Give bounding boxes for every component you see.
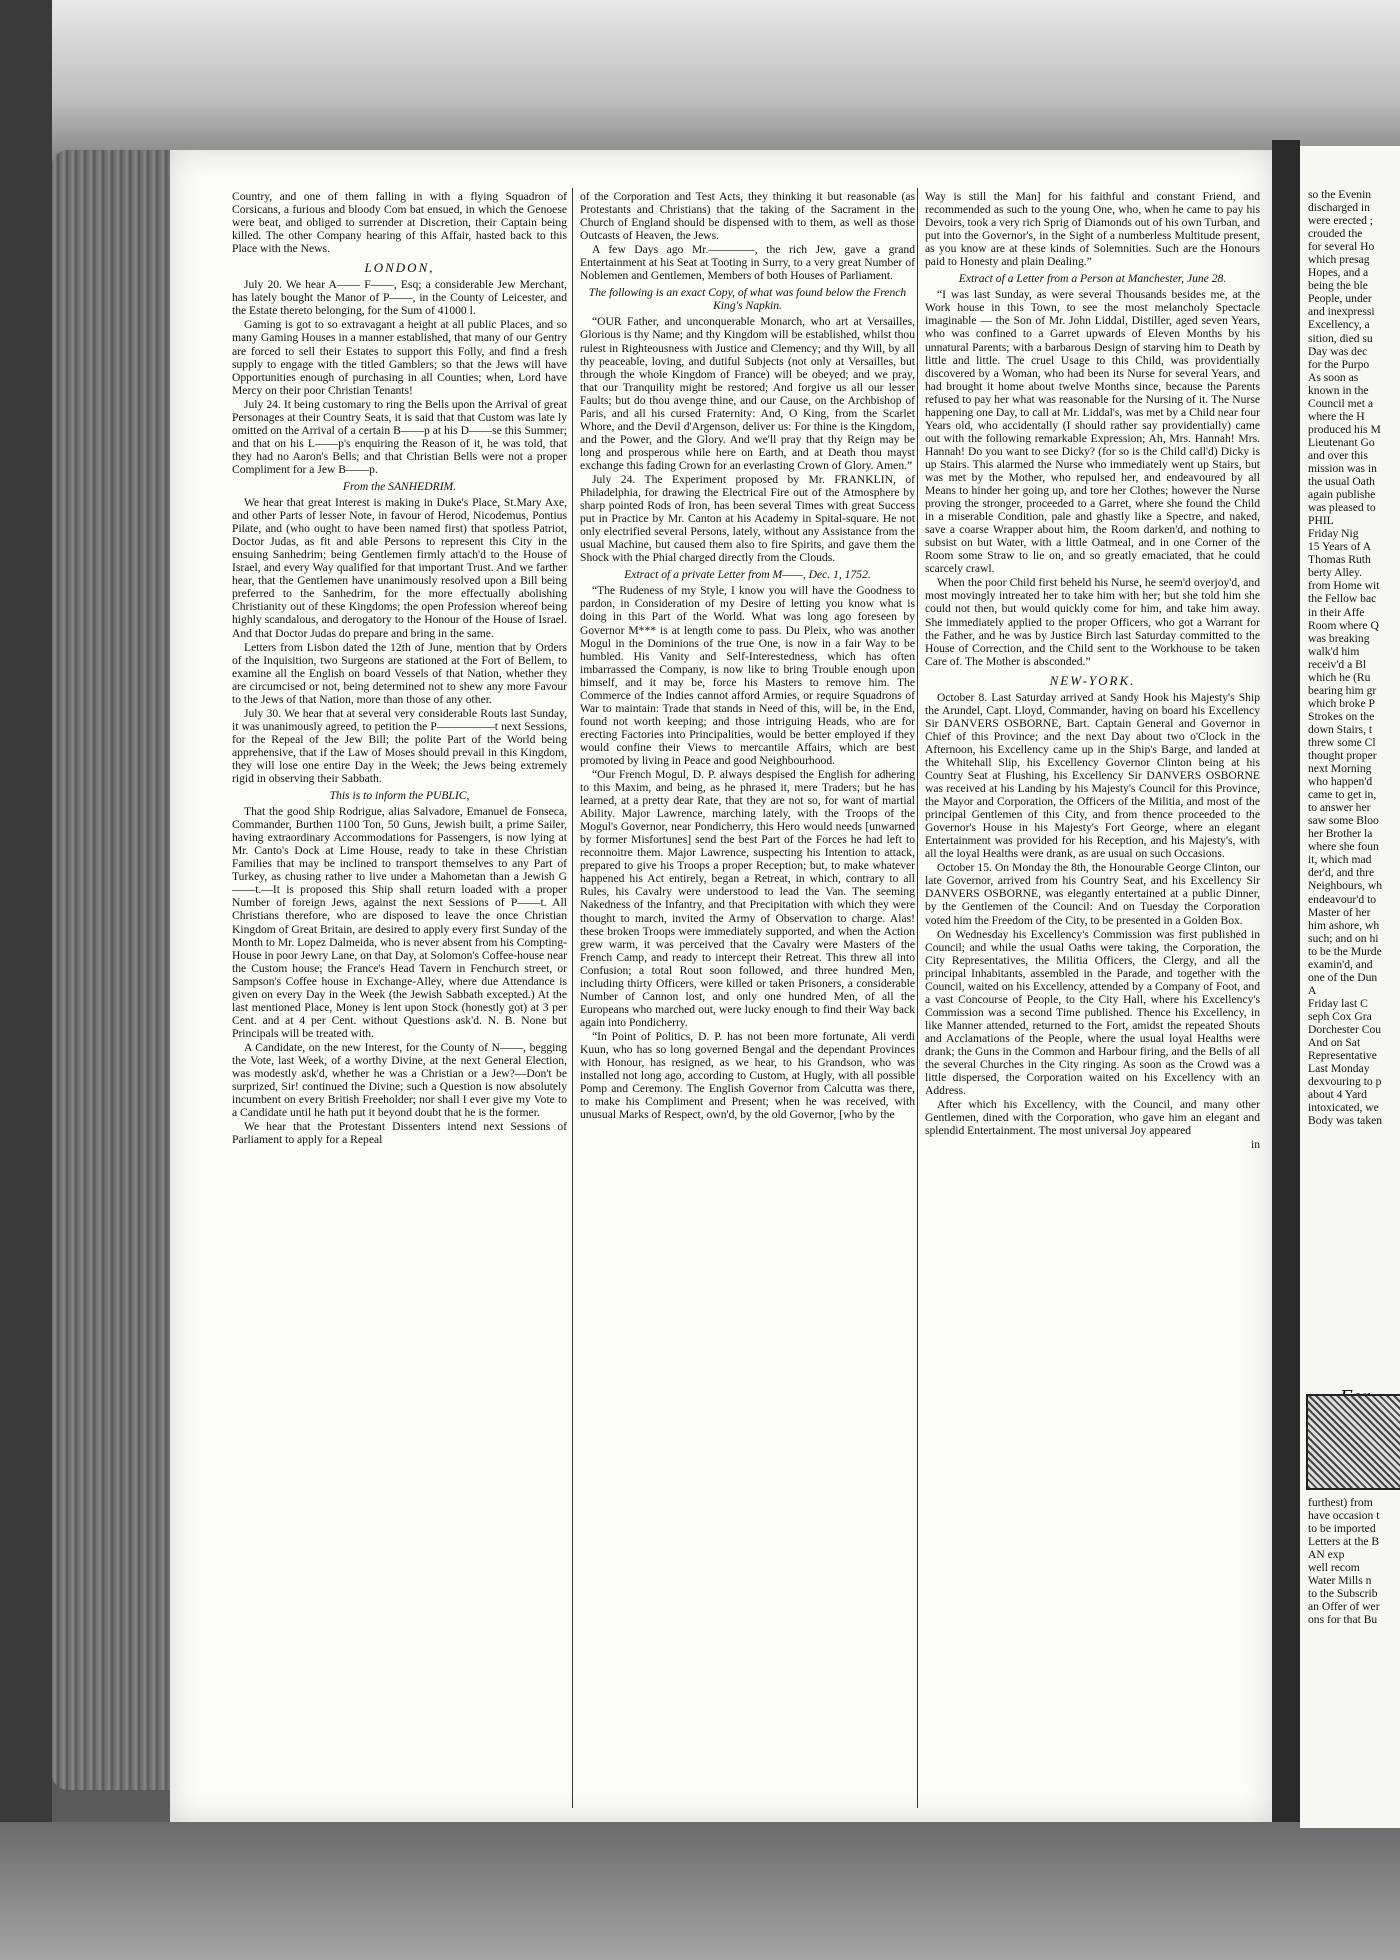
facing-page-line: Water Mills n: [1308, 1574, 1372, 1588]
facing-page-line: Strokes on the: [1308, 709, 1375, 723]
paragraph: “In Point of Politics, D. P. has not been more fortunate, Ali verdi Kuun, who has so long governed Bengal and the dependant Provinces with Honour, has resigned, as we hear, to his Grandson, who was installed not long ago, according to Custom, at Hugly, with all possible Pomp and Ceremony. The English Governor from Calcutta was there, to make his Compliment and Present; when he was received, with unusual Marks of Respect, own'd, by the old Governor, [who by the: [580, 1029, 915, 1122]
paragraph: July 24. The Experiment proposed by Mr. FRANKLIN, of Philadelphia, for drawing the Electrical Fire out of the Atmosphere by sharp pointed Rods of Iron, has been several Times with great Success put in Practice by Mr. Canton at his Academy in Spital-square. He not only electrified several Persons, lately, without any Assistance from the usual Machine, but caused them also to fire Spirits, and gave them the Shock with the Phial charged directly from the Clouds.: [580, 472, 915, 565]
facing-page-line: to be the Murde: [1308, 944, 1382, 958]
paragraph: When the poor Child first beheld his Nurse, he seem'd overjoy'd, and most movingly intreated her to take him with her; but she told him she could not then, but would quickly come for him, and take him away. She immediately applied to the proper Officers, who got a Warrant for the Father, and he was by Justice Birch last Saturday committed to the House of Correction, and the Child sent to the Workhouse to be taken Care of. The Mother is absconded.”: [925, 576, 1260, 668]
facing-page-line: about 4 Yard: [1308, 1088, 1367, 1102]
section-heading-letter: Extract of a private Letter from M——, Dec. 1, 1752.: [624, 568, 871, 582]
paragraph: “I was last Sunday, as were several Thousands besides me, at the Work house in this Town, to see the most melancholy Spectacle imaginable — the Son of Mr. John Liddal, Distiller, aged seven Years, who was confined to a Garret upwards of Eleven Months by his unnatural Parents; with a barbarous Design of starving him to Death by little and little. The cruel Usage to this Child, was providentially discovered by a Woman, who had been its Nurse for several Years, and had brought it home about twelve Months since, because the Parents refused to pay her what was reasonable for the Nursing of it. The Nurse happening one Day, to call at Mr. Liddal's, was met by a Child near four Years old, who accidentally (I should rather say providentially) came out with the following remarkable Expression; Ah, Mrs. Hannah! Mrs. Hannah! Do you want to see Dicky? (for so is the Child call'd) Dicky is up Stairs. This alarmed the Nurse who immediately went up Stairs, but was met by the Mother, who repulsed her, and endeavoured by all Means to hinder her going up, and tore her Clothes; however the Nurse proving the stronger, proceeded to a Garret, where she found the Child in a miserable Condition, pale and ghastly like a Spectre, and naked, save a coarse Wrapper about him, the Room darken'd, and nothing to subsist on but Water, with a little Oatmeal, and in one Corner of the Room some Straw to lie on, and so greatly emaciated, that he could scarcely crawl.: [925, 288, 1260, 576]
facing-page-line: to the Subscrib: [1308, 1587, 1378, 1601]
column-2: [580, 190, 915, 1810]
facing-page-line: next Morning: [1308, 762, 1372, 776]
section-heading-public: This is to inform the PUBLIC,: [329, 789, 470, 803]
paragraph: After which his Excellency, with the Council, and many other Gentlemen, dined with the Corporation, who gave him an elegant and splendid Entertainment. The most universal Joy appeared: [925, 1098, 1260, 1138]
paragraph: “Our French Mogul, D. P. always despised the English for adhering to this Maxim, and being, as he phrased it, mere Traders; but he has learned, at a pretty dear Rate, that they are not so, for want of martial Ability. Major Lawrence, marching lately, with the Troops of the Mogul's Governor, near Pondicherry, this Hero would needs [unwarned by former Misfortunes] send the best Part of the Forces he had left to reconnoitre them. Major Lawrence, suspecting his Intention to attack, prepared to give his Troops a proper Reception; but, to make whatever happened his Act entirely, began a Retreat, in which, contrary to all Rules, his Cavalry were understood to lead the Van. The seeming Nakedness of the Infantry, and that Precipitation with which they were thought to march, invited the Army of Observation to charge. Alas! these broken Troops were immediately supported, and when the Action grew warm, it was perceived that the Cavalry were Masters of the French Camp, and ready to intercept their Retreat. This threw all into Confusion; a total Rout soon followed, and three hundred Men, including thirty Officers, were killed or taken Prisoners, a considerable Number of Cannon lost, and only one hundred Men, of all the Europeans who marched out, were lucky enough to find their Way back again into Pondicherry.: [580, 768, 915, 1029]
paragraph: July 20. We hear A—— F——, Esq; a considerable Jew Merchant, has lately bought the Manor of P——, in the County of Leicester, and the Estate thereto belonging, for the Sum of 41000 l.: [232, 278, 567, 318]
column-rule: [917, 188, 918, 1808]
facing-page-line: which broke P: [1308, 696, 1375, 710]
column-rule: [572, 188, 573, 1808]
facing-page-line: to answer her: [1308, 801, 1371, 815]
facing-page-line: People, under: [1308, 292, 1372, 306]
facing-page-line: Thomas Ruth: [1308, 553, 1371, 567]
column-3: [925, 190, 1260, 1810]
facing-page-bottom-text: [1300, 1496, 1380, 1626]
facing-page-line: Neighbours, wh: [1308, 879, 1383, 893]
facing-page-line: Dorchester Cou: [1308, 1023, 1382, 1036]
paragraph: Country, and one of them falling in with a flying Squadron of Corsicans, a furious and bloody Com bat ensued, in which the Genoese were beat, and obliged to surrender at Discretion, their Captain being killed. The other Company hearing of this Affair, hasted back to this Place with the News.: [232, 190, 567, 256]
facing-page-line: Excellency, a: [1308, 318, 1370, 332]
facing-page-line: threw some Cl: [1308, 735, 1376, 749]
facing-page-line: in their Affe: [1308, 605, 1365, 619]
facing-page-line: such; and on hi: [1308, 931, 1379, 945]
facing-page-line: which he (Ru: [1308, 670, 1371, 684]
facing-page-line: down Stairs, t: [1308, 722, 1373, 736]
facing-page-line: and over this: [1308, 448, 1368, 462]
paragraph: July 30. We hear that at several very considerable Routs last Sunday, it was unanimously agreed, to petition the P—————t next Sessions, for the Repeal of the Jew Bill; the polite Part of the World being apprehensive, that if the Law of Moses should prevail in this Kingdom, they will lose one entire Day in the Week; the Jews being extremely rigid in observing their Sabbath.: [232, 706, 567, 786]
facing-page-line: Lieutenant Go: [1308, 435, 1375, 449]
facing-page-line: came to get in,: [1308, 788, 1377, 802]
section-heading-napkin: The following is an exact Copy, of what was found below the French King's Napkin.: [588, 286, 907, 313]
facing-page-line: der'd, and thre: [1308, 866, 1375, 880]
column-1: [232, 190, 567, 1810]
paragraph: “The Rudeness of my Style, I know you will have the Goodness to pardon, in Consideration of my Desire of letting you know what is doing in this Part of the World. What was long ago foreseen by Governor M*** is at length come to pass. Du Pleix, who was another Mogul in the Dominions of the true One, is now in a fair Way to be humbled. His Vanity and Self-Interestedness, which has often imbarrassed the Company, is now like to bring Trouble enough upon himself, and it may be, force his Masters to remove him. The Commerce of the Indies cannot afford Armies, or require Squadrons of War to maintain: Trade that stands in Need of this, will be, in the End, found not worth keeping; and those intriguing Heads, who are for erecting Factories into Principalities, would be better employed if they would confine their Views to mercantile Affairs, which are best promoted by living in Peace and good Neighbourhood.: [580, 584, 915, 767]
facing-page-line: Council met a: [1308, 396, 1374, 410]
facing-page-line: ons for that Bu: [1308, 1613, 1378, 1627]
facing-page-line: one of the Dun: [1308, 970, 1378, 984]
book-binding: [52, 150, 184, 1790]
ship-woodcut-image: [1306, 1394, 1400, 1490]
facing-page-line: berty Alley.: [1308, 566, 1362, 580]
facing-page-line: the Fellow bac: [1308, 592, 1377, 606]
facing-page-line: Day was dec: [1308, 344, 1368, 358]
facing-page-line: thought proper: [1308, 749, 1377, 763]
newspaper-page: [170, 150, 1272, 1822]
section-heading-manchester: Extract of a Letter from a Person at Manchester, June 28.: [958, 272, 1227, 286]
facing-page-line: for several Ho: [1308, 240, 1375, 254]
paragraph: A few Days ago Mr.————, the rich Jew, gave a grand Entertainment at his Seat at Tooting in Surry, to a very great Number of Noblemen and Gentlemen, Members of both Houses of Parliament.: [580, 243, 915, 283]
facing-page-line: him ashore, wh: [1308, 918, 1380, 932]
facing-page-line: have occasion t: [1308, 1509, 1380, 1523]
facing-page-line: known in the: [1308, 383, 1369, 397]
paragraph: We hear that great Interest is making in Duke's Place, St.Mary Axe, and other Parts of lesser Note, in favour of Herod, Nicodemus, Pontius Pilate, and (who ought to have been named first) that spotless Patriot, Doctor Judas, as fit and able Persons to represent this City in the ensuing Sanhedrim; being Gentlemen firmly attach'd to the House of Israel, and every Way qualified for that important Trust. And we farther hear, that the Gentlemen have unanimously resolved upon a Bill being preferred to the Sanhedrim, for the more effectually abolishing Christianity out of these Kingdoms; the open Profession whereof being highly scandalous, and derogatory to the Honour of the House of Israel. And that Doctor Judas do prepare and bring in the same.: [232, 496, 567, 640]
facing-page-line: And on Sat: [1308, 1036, 1361, 1050]
section-heading-london: LONDON,: [364, 260, 435, 276]
facing-page-line: and inexpressi: [1308, 305, 1375, 319]
paragraph: That the good Ship Rodrigue, alias Salvadore, Emanuel de Fonseca, Commander, Burthen 1100 Ton, 50 Guns, Jewish built, a prime Sailer, having extraordinary Accommodations for Passengers, is now lying at Mr. Canto's Dock at Lime House, ready to take in these Christian Families that may be inclined to transport themselves to any Part of Turkey, as chusing rather to live under a Mahometan than a Jewish G——t.—It is proposed this Ship shall return loaded with a proper Number of foreign Jews, against the next Sessions of P——t. All Christians therefore, who are disposed to leave the once Christian Kingdom of Great Britain, are desired to apply every first Sunday of the Month to Mr. Lopez Dalmeida, who is never absent from his Compting-House in poor Jewry Lane, on that Day, at Solomon's Coffee-house near the Custom house; the France's Head Tavern in Fenchurch street, or Sampson's Coffee house in Exchange-Alley, where due Attendance is given on every Day in the Week (the Jewish Sabbath excepted.) At the last mentioned Place, Money is lent upon Stock (honestly got) at 3 per Cent. and at 4 per Cent. without Questions ask'd. N. B. None but Principals will be treated with.: [232, 805, 567, 1040]
facing-page-line: where she foun: [1308, 840, 1379, 854]
facing-page-line: Last Monday: [1308, 1062, 1370, 1076]
facing-page-line: Room where Q: [1308, 618, 1379, 632]
facing-page-line: Hopes, and a: [1308, 266, 1369, 280]
facing-page-line: an Offer of wer: [1308, 1600, 1380, 1614]
facing-page-line: Representative: [1308, 1049, 1377, 1063]
facing-page-line: so the Evenin: [1308, 188, 1372, 201]
facing-page-line: Letters at the B: [1308, 1535, 1380, 1549]
paragraph: “OUR Father, and unconquerable Monarch, who art at Versailles, Glorious is thy Name; and thy Kingdom will be established, whilst thou rulest in Righteousness with Justice and Clemency; and thy Will, by all thy peaceable, loving, and dutiful Subjects (not only at Versailles, but through the whole Kingdom of France) will be obeyed; and we pray, that our Tranquility might be restored; And forgive us all our lesser Faults; but do thou avenge thine, and our Cause, on the Archbishop of Paris, and all his cursed Fraternity: And, O King, from the Scarlet Whore, and the Devil d'Argenson, deliver us: For thine is the Kingdom, and the Power, and the Glory. And we'll pray that thy Reign may be long and prosperous while here on Earth, and at Death thou mayst exchange this fading Crown for an everlasting Crown of Glory. Amen.”: [580, 315, 915, 472]
paragraph: Way is still the Man] for his faithful and constant Friend, and recommended as such to the young One, who, when he came to pay his Devoirs, took a very rich Sprig of Diamonds out of his own Turban, and put into the Governor's, in the Sight of a numberless Multitude present, as you know are at these kinds of Solemnities. Such are the Honours paid to Honesty and plain Dealing.”: [925, 190, 1260, 269]
scan-background-bottom: [0, 1822, 1400, 1960]
facing-page-line: AN exp: [1308, 1548, 1345, 1562]
facing-page-line: seph Cox Gra: [1308, 1009, 1372, 1023]
facing-page-line: discharged in: [1308, 201, 1370, 215]
facing-page-line: produced his M: [1308, 422, 1381, 436]
facing-page-line: where the H: [1308, 409, 1365, 423]
facing-page-line: for the Purpo: [1308, 357, 1370, 371]
section-heading-sanhedrim: From the SANHEDRIM.: [342, 479, 457, 493]
facing-page-line: was pleased to: [1308, 501, 1376, 515]
facing-page-line: was breaking: [1308, 631, 1370, 645]
facing-page-line: were erected ;: [1308, 214, 1374, 228]
facing-page-line: dexvouring to p: [1308, 1075, 1382, 1089]
facing-page-line: who happen'd: [1308, 775, 1373, 789]
catchword: in: [1250, 1138, 1260, 1152]
paragraph: July 24. It being customary to ring the Bells upon the Arrival of great Personages at their Country Seats, it is said that that Custom was late ly omitted on the Arrival of a certain B——p at his D——se this Summer; and that on his L——p's enquiring the Reason of it, he was told, that they had no Aaron's Bells; and that Christian Bells were not a proper Compliment for a Jew B——p.: [232, 397, 567, 476]
facing-page-line: Body was taken: [1308, 1114, 1383, 1128]
facing-page-line: PHIL: [1308, 514, 1334, 528]
section-heading-newyork: NEW-YORK.: [1049, 672, 1136, 688]
facing-page-line: it, which mad: [1308, 853, 1372, 867]
facing-page-line: crouded the: [1308, 227, 1363, 241]
facing-page-line: bearing him gr: [1308, 683, 1377, 697]
facing-page-line: A: [1308, 983, 1317, 997]
facing-page-line: Master of her: [1308, 905, 1371, 919]
facing-page-fragment: [1300, 146, 1400, 1828]
facing-page-line: the usual Oath: [1308, 475, 1375, 489]
paragraph: On Wednesday his Excellency's Commission was first published in Council; and while the usual Oaths were taking, the Corporation, the City Representatives, the Militia Officers, the Clergy, and all the principal Inhabitants, assembled in the Parade, and together with the Council, waited on his Excellency, attended by a Company of Foot, and a vast Concourse of People, to the City Hall, where his Excellency's Commission was a second Time published. Thence his Excellency, in like Manner attended, returned to the Fort, amidst the repeated Shouts and Acclamations of the People, where the usual loyal Healths were drank; the Guns in the Common and Harbour firing, and the Bells of all the several Churches in the City ringing. As soon as the Crowd was a little dispersed, the Corporation waited on his Excellency with an Address.: [925, 927, 1260, 1098]
facing-page-line: Friday last C: [1308, 996, 1368, 1010]
paragraph: A Candidate, on the new Interest, for the County of N——, begging the Vote, last Week, of a worthy Divine, at the next General Election, was modestly ask'd, whether he was a Christian or a Jew?—Don't be surprized, Sir! continued the Divine; such a Question is now absolutely incumbent on every British Freeholder; nor shall I ever give my Vote to a Candidate until he hath put it beyond doubt that he is the former.: [232, 1040, 567, 1120]
scan-background-left: [0, 0, 52, 1960]
facing-page-line: sition, died su: [1308, 331, 1373, 345]
paragraph: October 15. On Monday the 8th, the Honourable George Clinton, our late Governor, arrived from his Country Seat, and his Excellency Sir DANVERS OSBORNE, was elegantly entertained at a public Dinner, by the Gentlemen of the Council: And on Tuesday the Corporation voted him the Freedom of the City, to be presented in a Golden Box.: [925, 861, 1260, 927]
facing-page-line: furthest) from: [1308, 1496, 1373, 1509]
facing-page-line: Friday Nig: [1308, 527, 1359, 541]
facing-page-line: which presag: [1308, 253, 1370, 267]
facing-page-line: again publishe: [1308, 488, 1376, 502]
paragraph: October 8. Last Saturday arrived at Sandy Hook his Majesty's Ship the Arundel, Capt. Lloyd, Commander, having on board his Excellency Sir DANVERS OSBORNE, Bart. Captain General and Governor in Chief of this Province; and the next Day about two o'Clock in the Afternoon, his Excellency came up in the Ship's Barge, and landed at the Whitehall Slip, his Excellency Governor Clinton being at his Country Seat at Flushing, his Excellency Sir DANVERS OSBORNE was received at his Landing by his Majesty's Council for this Province, the Mayor and Corporation, the Officers of the Militia, and most of the principal Gentlemen of this City, and from thence proceeded to the Governor's House in his Majesty's Fort George, where an elegant Entertainment was provided for his Reception, and his Majesty's, with all the loyal Healths were drank, as are usual on such Occasions.: [925, 690, 1260, 861]
facing-page-line: receiv'd a Bl: [1308, 657, 1367, 671]
facing-page-line: 15 Years of A: [1308, 540, 1372, 554]
paragraph: We hear that the Protestant Dissenters intend next Sessions of Parliament to apply for a Repeal: [232, 1120, 567, 1147]
facing-page-line: examin'd, and: [1308, 957, 1373, 971]
facing-page-line: well recom: [1308, 1561, 1360, 1575]
facing-page-line: being the ble: [1308, 279, 1368, 293]
facing-page-line: saw some Bloo: [1308, 814, 1379, 828]
scan-background-top: [0, 0, 1400, 170]
facing-page-text: [1300, 146, 1400, 1127]
paragraph: of the Corporation and Test Acts, they thinking it but reasonable (as Protestants and Christians) that the taking of the Sacrament in the Church of England should be dispensed with to them, as well as those Outcasts of Heaven, the Jews.: [580, 190, 915, 243]
page-gutter: [1272, 140, 1300, 1840]
paragraph: Gaming is got to so extravagant a height at all public Places, and so many Gaming Houses in a manner established, that many of our Gentry are forced to sell their Estates to support this Folly, and find a fresh supply to engage with the titled Gamblers; so that the Jews will have Opportunities enough of purchasing in all Counties; when, Lord have Mercy on their poor Christian Tenants!: [232, 318, 567, 397]
facing-page-line: mission was in: [1308, 461, 1377, 475]
facing-page-line: intoxicated, we: [1308, 1101, 1379, 1115]
facing-page-line: walk'd him: [1308, 644, 1360, 658]
facing-page-line: endeavour'd to: [1308, 892, 1377, 906]
facing-page-line: her Brother la: [1308, 827, 1373, 841]
paragraph: Letters from Lisbon dated the 12th of June, mention that by Orders of the Inquisition, two Surgeons are stationed at the Fort of Bellem, to examine all the English on board Vessels of that Nation, whether they are circumcised or not, being determined not to shew any more Favour to the Jews of that Nation, more than those of any other.: [232, 640, 567, 706]
facing-page-line: to be imported: [1308, 1522, 1376, 1536]
facing-page-line: As soon as: [1308, 370, 1359, 384]
facing-page-line: from Home wit: [1308, 579, 1380, 593]
